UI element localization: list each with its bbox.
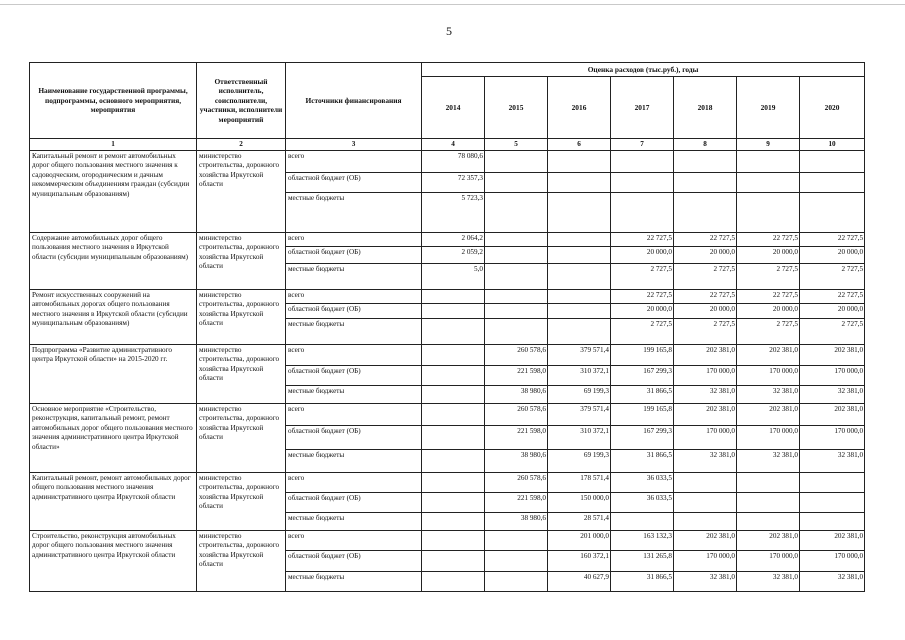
expense-value xyxy=(548,233,611,247)
funding-source: областной бюджет (ОБ) xyxy=(286,551,422,572)
table-row xyxy=(30,233,865,247)
expense-value: 199 165,8 xyxy=(611,404,674,426)
expense-value: 22 727,5 xyxy=(737,233,800,247)
expense-value xyxy=(674,473,737,493)
header-funding-source: Источники финансирования xyxy=(286,63,422,139)
expense-value xyxy=(422,572,485,592)
expense-value xyxy=(674,193,737,233)
expense-value: 32 381,0 xyxy=(737,450,800,473)
expense-value: 167 299,3 xyxy=(611,426,674,450)
expense-value: 38 980,6 xyxy=(485,513,548,531)
expense-value xyxy=(422,345,485,366)
expense-value xyxy=(548,151,611,173)
table-row xyxy=(30,404,865,426)
expense-value: 38 980,6 xyxy=(485,450,548,473)
expense-value: 20 000,0 xyxy=(737,247,800,264)
header-executor: Ответственный исполнитель, соисполнители, участники, исполнители мероприятий xyxy=(197,63,286,139)
expense-value xyxy=(737,473,800,493)
measure-name: Основное мероприятие «Строительство, реконструкция, капитальный ремонт, ремонт автомобильных дорог общего пользования местного значения административного центра Иркутской области» xyxy=(30,404,197,473)
responsible-executor: министерство строительства, дорожного хозяйства Иркутской области xyxy=(197,531,286,592)
expense-value: 260 578,6 xyxy=(485,345,548,366)
header-year: 2018 xyxy=(674,77,737,139)
expense-value: 170 000,0 xyxy=(674,366,737,386)
expense-value: 31 866,5 xyxy=(611,572,674,592)
expense-value xyxy=(674,513,737,531)
header-year: 2020 xyxy=(800,77,865,139)
expense-value xyxy=(737,173,800,193)
expense-value: 22 727,5 xyxy=(800,290,865,304)
column-number: 8 xyxy=(674,139,737,151)
expense-value: 2 064,2 xyxy=(422,233,485,247)
expense-value xyxy=(485,233,548,247)
expense-value: 170 000,0 xyxy=(737,426,800,450)
expense-value xyxy=(485,319,548,345)
expense-value: 170 000,0 xyxy=(737,551,800,572)
expense-value xyxy=(422,493,485,513)
column-number: 3 xyxy=(286,139,422,151)
funding-source: областной бюджет (ОБ) xyxy=(286,247,422,264)
table-row xyxy=(30,473,865,493)
expense-value: 36 033,5 xyxy=(611,473,674,493)
funding-source: всего xyxy=(286,151,422,173)
expense-value: 202 381,0 xyxy=(737,404,800,426)
expense-value xyxy=(674,493,737,513)
expense-value: 2 727,5 xyxy=(800,264,865,290)
expense-value: 160 372,1 xyxy=(548,551,611,572)
funding-source: местные бюджеты xyxy=(286,513,422,531)
expense-value: 69 199,3 xyxy=(548,386,611,404)
funding-source: всего xyxy=(286,290,422,304)
expense-value: 202 381,0 xyxy=(800,531,865,551)
measure-name: Капитальный ремонт и ремонт автомобильных дорог общего пользования местного значения к садоводческим, огородническим и дачным некоммерческим объединениям граждан (субсидии муниципальным образованиям) xyxy=(30,151,197,233)
expense-value: 22 727,5 xyxy=(800,233,865,247)
expense-value xyxy=(422,426,485,450)
responsible-executor: министерство строительства, дорожного хозяйства Иркутской области xyxy=(197,233,286,290)
expense-value xyxy=(485,151,548,173)
expense-value: 69 199,3 xyxy=(548,450,611,473)
funding-source: местные бюджеты xyxy=(286,450,422,473)
expense-value: 202 381,0 xyxy=(674,404,737,426)
expense-value: 20 000,0 xyxy=(737,304,800,319)
expense-value xyxy=(548,290,611,304)
expense-value: 32 381,0 xyxy=(800,386,865,404)
expense-value: 2 727,5 xyxy=(674,264,737,290)
responsible-executor: министерство строительства, дорожного хозяйства Иркутской области xyxy=(197,345,286,404)
expense-value: 20 000,0 xyxy=(674,304,737,319)
expense-value: 32 381,0 xyxy=(674,572,737,592)
funding-source: областной бюджет (ОБ) xyxy=(286,366,422,386)
header-year: 2015 xyxy=(485,77,548,139)
expense-value xyxy=(485,247,548,264)
expense-value: 5,0 xyxy=(422,264,485,290)
expense-value: 20 000,0 xyxy=(674,247,737,264)
expense-value xyxy=(800,151,865,173)
measure-name: Подпрограмма «Развитие административного центра Иркутской области» на 2015-2020 гг. xyxy=(30,345,197,404)
expense-value: 38 980,6 xyxy=(485,386,548,404)
expense-value: 178 571,4 xyxy=(548,473,611,493)
budget-table xyxy=(29,62,865,592)
expense-value: 32 381,0 xyxy=(800,572,865,592)
expense-value: 32 381,0 xyxy=(737,572,800,592)
expense-value: 22 727,5 xyxy=(611,233,674,247)
expense-value xyxy=(422,290,485,304)
expense-value xyxy=(485,304,548,319)
expense-value: 2 727,5 xyxy=(737,319,800,345)
measure-name: Ремонт искусственных сооружений на автомобильных дорогах общего пользования местного значения в Иркутской области (субсидии муниципальным образованиям) xyxy=(30,290,197,345)
expense-value: 22 727,5 xyxy=(737,290,800,304)
expense-value: 221 598,0 xyxy=(485,493,548,513)
expense-value: 202 381,0 xyxy=(674,531,737,551)
expense-value: 170 000,0 xyxy=(737,366,800,386)
column-number: 6 xyxy=(548,139,611,151)
expense-value xyxy=(422,450,485,473)
expense-value xyxy=(485,572,548,592)
expense-value: 202 381,0 xyxy=(674,345,737,366)
expense-value: 2 727,5 xyxy=(611,319,674,345)
expense-value xyxy=(611,173,674,193)
expense-value: 2 727,5 xyxy=(737,264,800,290)
expense-value: 201 000,0 xyxy=(548,531,611,551)
expense-value: 20 000,0 xyxy=(611,304,674,319)
table-row xyxy=(30,151,865,173)
expense-value: 131 265,8 xyxy=(611,551,674,572)
expense-value: 260 578,6 xyxy=(485,404,548,426)
responsible-executor: министерство строительства, дорожного хозяйства Иркутской области xyxy=(197,404,286,473)
funding-source: всего xyxy=(286,473,422,493)
expense-value xyxy=(611,513,674,531)
expense-value: 2 727,5 xyxy=(674,319,737,345)
table-row xyxy=(30,290,865,304)
expense-value xyxy=(800,473,865,493)
expense-value xyxy=(422,386,485,404)
expense-value xyxy=(737,513,800,531)
expense-value: 32 381,0 xyxy=(737,386,800,404)
measure-name: Капитальный ремонт, ремонт автомобильных дорог общего пользования местного значения административного центра Иркутской области xyxy=(30,473,197,531)
funding-source: всего xyxy=(286,531,422,551)
expense-value: 2 727,5 xyxy=(800,319,865,345)
expense-value xyxy=(548,304,611,319)
expense-value xyxy=(422,473,485,493)
funding-source: всего xyxy=(286,404,422,426)
column-number: 9 xyxy=(737,139,800,151)
funding-source: областной бюджет (ОБ) xyxy=(286,426,422,450)
expense-value xyxy=(674,173,737,193)
expense-value: 72 357,3 xyxy=(422,173,485,193)
header-program-name: Наименование государственной программы, подпрограммы, основного мероприятия, мероприятия xyxy=(30,63,197,139)
expense-value xyxy=(611,193,674,233)
expense-value: 22 727,5 xyxy=(674,233,737,247)
column-number: 5 xyxy=(485,139,548,151)
expense-value xyxy=(548,264,611,290)
expense-value: 163 132,3 xyxy=(611,531,674,551)
responsible-executor: министерство строительства, дорожного хозяйства Иркутской области xyxy=(197,290,286,345)
expense-value: 32 381,0 xyxy=(674,386,737,404)
expense-value: 221 598,0 xyxy=(485,426,548,450)
funding-source: областной бюджет (ОБ) xyxy=(286,304,422,319)
expense-value: 31 866,5 xyxy=(611,450,674,473)
expense-value: 20 000,0 xyxy=(800,304,865,319)
expense-value: 202 381,0 xyxy=(737,345,800,366)
expense-value xyxy=(485,173,548,193)
expense-value: 199 165,8 xyxy=(611,345,674,366)
expense-value: 2 059,2 xyxy=(422,247,485,264)
expense-value xyxy=(422,304,485,319)
header-year: 2019 xyxy=(737,77,800,139)
expense-value xyxy=(485,531,548,551)
expense-value: 20 000,0 xyxy=(800,247,865,264)
page-number: 5 xyxy=(446,24,452,38)
responsible-executor: министерство строительства, дорожного хозяйства Иркутской области xyxy=(197,473,286,531)
funding-source: местные бюджеты xyxy=(286,319,422,345)
column-number: 2 xyxy=(197,139,286,151)
measure-name: Содержание автомобильных дорог общего пользования местного значения в Иркутской области (субсидии муниципальным образованиям) xyxy=(30,233,197,290)
expense-value xyxy=(737,151,800,173)
header-year: 2016 xyxy=(548,77,611,139)
column-number: 7 xyxy=(611,139,674,151)
column-number: 1 xyxy=(30,139,197,151)
expense-value: 379 571,4 xyxy=(548,345,611,366)
column-number: 4 xyxy=(422,139,485,151)
funding-source: всего xyxy=(286,345,422,366)
expense-value xyxy=(548,193,611,233)
measure-name: Строительство, реконструкция автомобильных дорог общего пользования местного значения административного центра Иркутской области xyxy=(30,531,197,592)
header-year: 2014 xyxy=(422,77,485,139)
funding-source: областной бюджет (ОБ) xyxy=(286,493,422,513)
header-year: 2017 xyxy=(611,77,674,139)
expense-value xyxy=(800,513,865,531)
expense-value xyxy=(422,366,485,386)
scan-edge-line xyxy=(0,4,905,5)
expense-value: 78 080,6 xyxy=(422,151,485,173)
table-row xyxy=(30,345,865,366)
expense-value: 310 372,1 xyxy=(548,366,611,386)
expense-value: 2 727,5 xyxy=(611,264,674,290)
expense-value: 170 000,0 xyxy=(800,426,865,450)
funding-source: областной бюджет (ОБ) xyxy=(286,173,422,193)
expense-value xyxy=(548,319,611,345)
expense-value: 5 723,3 xyxy=(422,193,485,233)
expense-value xyxy=(485,264,548,290)
expense-value: 202 381,0 xyxy=(800,404,865,426)
expense-value xyxy=(422,551,485,572)
funding-source: местные бюджеты xyxy=(286,572,422,592)
expense-value: 170 000,0 xyxy=(800,366,865,386)
funding-source: всего xyxy=(286,233,422,247)
expense-value xyxy=(737,493,800,513)
expense-value: 32 381,0 xyxy=(800,450,865,473)
expense-value xyxy=(485,290,548,304)
expense-value xyxy=(485,551,548,572)
expense-value xyxy=(674,151,737,173)
header-expense-estimate: Оценка расходов (тыс.руб.), годы xyxy=(422,63,865,77)
funding-source: местные бюджеты xyxy=(286,264,422,290)
column-number-row xyxy=(30,139,865,151)
expense-value: 22 727,5 xyxy=(674,290,737,304)
expense-value: 22 727,5 xyxy=(611,290,674,304)
responsible-executor: министерство строительства, дорожного хозяйства Иркутской области xyxy=(197,151,286,233)
expense-value: 260 578,6 xyxy=(485,473,548,493)
expense-value: 31 866,5 xyxy=(611,386,674,404)
expense-value: 32 381,0 xyxy=(674,450,737,473)
expense-value xyxy=(800,173,865,193)
expense-value xyxy=(422,513,485,531)
expense-value xyxy=(422,531,485,551)
expense-value: 202 381,0 xyxy=(737,531,800,551)
expense-value: 150 000,0 xyxy=(548,493,611,513)
expense-value xyxy=(485,193,548,233)
column-number: 10 xyxy=(800,139,865,151)
expense-value xyxy=(800,193,865,233)
expense-value: 379 571,4 xyxy=(548,404,611,426)
expense-value: 170 000,0 xyxy=(674,551,737,572)
expense-value xyxy=(422,404,485,426)
expense-value: 170 000,0 xyxy=(674,426,737,450)
expense-value: 310 372,1 xyxy=(548,426,611,450)
expense-value xyxy=(422,319,485,345)
funding-source: местные бюджеты xyxy=(286,193,422,233)
expense-value: 28 571,4 xyxy=(548,513,611,531)
expense-value: 167 299,3 xyxy=(611,366,674,386)
expense-value: 221 598,0 xyxy=(485,366,548,386)
expense-value: 170 000,0 xyxy=(800,551,865,572)
expense-value xyxy=(800,493,865,513)
expense-value: 20 000,0 xyxy=(611,247,674,264)
expense-value xyxy=(611,151,674,173)
expense-value xyxy=(548,247,611,264)
expense-value: 36 033,5 xyxy=(611,493,674,513)
expense-value xyxy=(548,173,611,193)
table-row xyxy=(30,531,865,551)
expense-value: 40 627,9 xyxy=(548,572,611,592)
expense-value: 202 381,0 xyxy=(800,345,865,366)
expense-value xyxy=(737,193,800,233)
funding-source: местные бюджеты xyxy=(286,386,422,404)
